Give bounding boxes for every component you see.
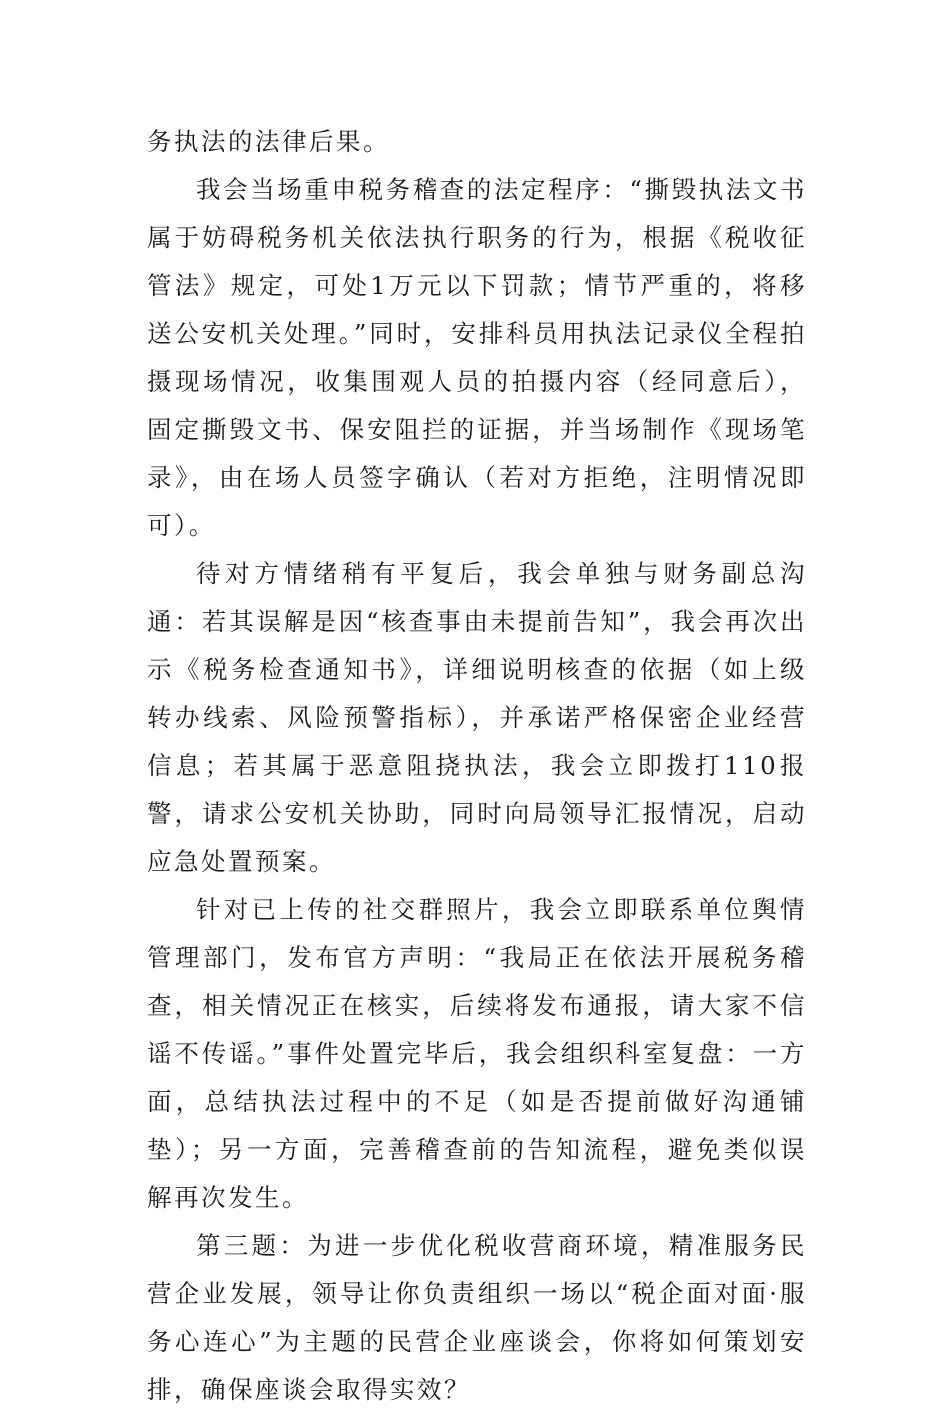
paragraph-1: 务执法的法律后果。 — [147, 127, 390, 156]
paragraph-4: 针对已上传的社交群照片，我会立即联系单位舆情管理部门，发布官方声明：“我局正在依法开展税务稽查，相关情况正在核实，后续将发布通报，请大家不信谣不传谣。”事件处置完毕后，我会组织科室复盘：一方面，总结执法过程中的不足（如是否提前做好沟通铺垫）；另一方面，完善稽查前的告知流程，避免类似误解再次发生。 — [147, 895, 807, 1212]
paragraph-3: 待对方情绪稍有平复后，我会单独与财务副总沟通：若其误解是因“核查事由未提前告知”，我会再次出示《税务检查通知书》，详细说明核查的依据（如上级转办线索、风险预警指标），并承诺严格保密企业经营信息；若其属于恶意阻挠执法，我会立即拨打110报警，请求公安机关协助，同时向局领导汇报情况，启动应急处置预案。 — [147, 559, 807, 876]
document-body — [147, 118, 807, 1414]
paragraph-2: 我会当场重申税务稽查的法定程序：“撕毁执法文书属于妨碍税务机关依法执行职务的行为，根据《税收征管法》规定，可处1万元以下罚款；情节严重的，将移送公安机关处理。”同时，安排科员用执法记录仪全程拍摄现场情况，收集围观人员的拍摄内容（经同意后），固定撕毁文书、保安阻拦的证据，并当场制作《现场笔录》，由在场人员签字确认（若对方拒绝，注明情况即可）。 — [147, 175, 807, 540]
paragraph-5: 第三题：为进一步优化税收营商环境，精准服务民营企业发展，领导让你负责组织一场以“税企面对面·服务心连心”为主题的民营企业座谈会，你将如何策划安排，确保座谈会取得实效？ — [147, 1231, 807, 1404]
